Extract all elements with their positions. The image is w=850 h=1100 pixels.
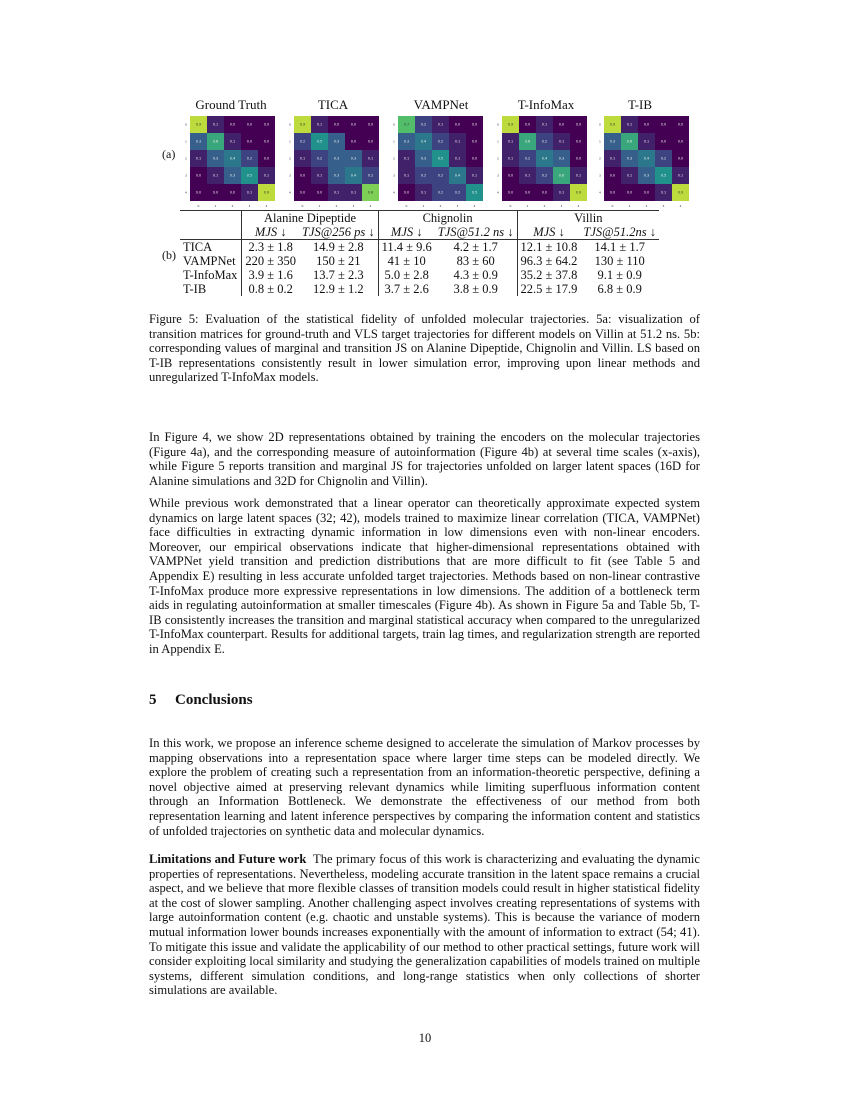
heatmap-title-t-infomax: T-InfoMax (517, 97, 575, 112)
heatmap-tick-label: 4 (577, 204, 580, 208)
metric-header: MJS ↓ (517, 225, 580, 240)
heatmap-cell-label: 0.0 (263, 156, 270, 161)
table-cell: 3.7 ± 2.6 (384, 282, 429, 296)
heatmap-tick-label: 2 (289, 156, 291, 161)
heatmap-cell-label: 0.0 (246, 122, 253, 127)
heatmap-tick-label: 2 (185, 156, 187, 161)
heatmap-tick-label: 4 (393, 190, 395, 195)
heatmap-cell-label: 0.0 (403, 190, 410, 195)
heatmap-cell-label: 0.0 (643, 190, 650, 195)
heatmap-tick-label: 2 (231, 204, 234, 208)
table-cell: 2.3 ± 1.8 (248, 240, 293, 254)
row-label: T-IB (180, 282, 242, 296)
heatmap-cell-label: 0.1 (229, 139, 236, 144)
heatmap-title-tica: TICA (317, 97, 349, 112)
heatmap-cell-label: 0.0 (263, 139, 270, 144)
heatmap-cell-label: 0.0 (558, 122, 565, 127)
heatmap-cell-label: 0.9 (195, 122, 202, 127)
heatmap-cell-label: 0.4 (229, 156, 236, 161)
table-row (180, 254, 659, 268)
heatmap-cell-label: 0.9 (299, 122, 306, 127)
heatmap-cell-label: 0.2 (437, 190, 444, 195)
heatmap-cell-label: 0.1 (507, 139, 514, 144)
table-cell: 14.1 ± 1.7 (594, 240, 646, 254)
heatmap-cell-label: 0.1 (454, 156, 461, 161)
heatmap-cell-label: 0.2 (660, 156, 667, 161)
heatmap-tick-label: 3 (185, 173, 187, 178)
heatmap-cell-label: 0.0 (643, 122, 650, 127)
section-heading (149, 692, 253, 709)
heatmap-tick-label: 4 (679, 204, 682, 208)
heatmap-tick-label: 4 (265, 204, 268, 208)
table-cell: 35.2 ± 37.8 (520, 268, 578, 282)
heatmap-tick-label: 0 (599, 122, 601, 127)
heatmap-cell-label: 0.6 (212, 139, 219, 144)
heatmap-cell-label: 0.0 (299, 190, 306, 195)
heatmap-tick-label: 3 (497, 173, 499, 178)
table-cell: 11.4 ± 9.6 (381, 240, 432, 254)
paragraph-limitations (149, 852, 700, 998)
heatmap-tick-label: 2 (497, 156, 499, 161)
heatmap-cell-label: 0.3 (420, 156, 427, 161)
table-cell: 220 ± 350 (245, 254, 297, 268)
heatmap-cell-label: 0.1 (316, 122, 323, 127)
heatmap-tick-label: 2 (439, 204, 442, 208)
heatmap-cell-label: 0.3 (229, 173, 236, 178)
heatmap-tick-label: 2 (543, 204, 546, 208)
heatmap-cell-label: 0.0 (575, 122, 582, 127)
group-villin: Villin (517, 211, 659, 226)
heatmap-cell-label: 0.3 (403, 139, 410, 144)
heatmap-cell-label: 0.1 (403, 173, 410, 178)
heatmap-tica (288, 115, 381, 208)
heatmap-tick-label: 4 (599, 190, 601, 195)
heatmap-tick-label: 1 (289, 139, 291, 144)
results-table (180, 210, 659, 296)
heatmap-cell-label: 0.1 (558, 190, 565, 195)
table-cell: 6.8 ± 0.9 (597, 282, 642, 296)
table-cell: 130 ± 110 (594, 254, 645, 268)
heatmap-tick-label: 1 (628, 204, 631, 208)
heatmap-cell-label: 0.1 (403, 156, 410, 161)
heatmap-cell-label: 0.2 (541, 173, 548, 178)
heatmap-tick-label: 3 (456, 204, 459, 208)
heatmap-cell-label: 0.9 (609, 122, 616, 127)
heatmap-cell-label: 0.0 (660, 139, 667, 144)
heatmap-cell-label: 0.3 (333, 156, 340, 161)
heatmap-cell-label: 0.0 (229, 122, 236, 127)
heatmap-title-t-ib: T-IB (627, 97, 653, 112)
heatmap-cell-label: 0.1 (524, 173, 531, 178)
heatmap-cell-label: 0.0 (677, 122, 684, 127)
heatmap-tick-label: 4 (369, 204, 372, 208)
heatmap-tick-label: 3 (352, 204, 355, 208)
heatmap-tick-label: 2 (645, 204, 648, 208)
heatmap-cell-label: 0.0 (350, 139, 357, 144)
heatmap-cell-label: 0.1 (558, 139, 565, 144)
heatmap-tick-label: 0 (509, 204, 512, 208)
table-cell: 0.8 ± 0.2 (248, 282, 293, 296)
heatmap-cell-label: 0.5 (246, 173, 253, 178)
heatmap-tick-label: 2 (393, 156, 395, 161)
heatmap-cell-label: 0.1 (299, 156, 306, 161)
heatmap-cell-label: 0.1 (626, 122, 633, 127)
heatmap-cell-label: 0.2 (420, 173, 427, 178)
heatmap-cell-label: 0.0 (367, 139, 374, 144)
table-cell: 4.3 ± 0.9 (435, 268, 517, 282)
table-cell: 22.5 ± 17.9 (520, 282, 578, 296)
table-corner (180, 211, 242, 226)
heatmap-cell-label: 0.1 (609, 156, 616, 161)
heatmap-t-infomax (496, 115, 589, 208)
heatmap-tick-label: 0 (197, 204, 200, 208)
heatmap-tick-label: 3 (248, 204, 251, 208)
heatmap-cell-label: 0.0 (229, 190, 236, 195)
heatmap-cell-label: 0.9 (507, 122, 514, 127)
heatmap-cell-label: 0.7 (403, 122, 410, 127)
heatmap-cell-label: 0.2 (246, 156, 253, 161)
paragraph-discussion: While previous work demonstrated that a linear operator can theoretically approximate expected system dynamics on large latent spaces (32; 42), models trained to maximize linear correlation (TICA, VAMPNet) face difficulties in extracting dynamic information in low dimensions even with non-linear encoders. Moreover, our empirical observations indicate that higher-dimensional representations obtained with VAMPNet yield transition and prediction distributions that are more difficult to fit (see Table 5 and Appendix E) resulting in less accurate unfolded target trajectories. Methods based on non-linear contrastive T-InfoMax produce more expressive representations in low dimensions. The addition of a bottleneck term aids in regulating autoinformation at smaller timescales (Figure 4b). As shown in Figure 5a and Table 5b, T-IB consistently increases the transition and marginal statistical accuracy when compared to the unregularized T-InfoMax counterpart. Results for additional targets, train lag times, and regularization strength are reported in Appendix E. (149, 496, 700, 656)
heatmap-cell-label: 0.9 (575, 190, 582, 195)
metric-header: MJS ↓ (242, 225, 299, 240)
heatmap-tick-label: 1 (185, 139, 187, 144)
table-cell: 5.0 ± 2.8 (384, 268, 429, 282)
heatmap-tick-label: 1 (393, 139, 395, 144)
heatmap-cell-label: 0.0 (454, 122, 461, 127)
heatmap-cell-label: 0.9 (263, 190, 270, 195)
panel-a-label: (a) (162, 147, 176, 161)
table-cell: 14.9 ± 2.8 (299, 240, 378, 255)
heatmap-cell-label: 0.2 (299, 139, 306, 144)
heatmap-tick-label: 0 (289, 122, 291, 127)
table-row (180, 282, 659, 296)
heatmap-cell-label: 0.0 (609, 173, 616, 178)
row-label: VAMPNet (180, 254, 242, 268)
heatmap-cell-label: 0.1 (420, 190, 427, 195)
heatmap-cell-label: 0.0 (333, 122, 340, 127)
table-cell: 96.3 ± 64.2 (520, 254, 578, 268)
heatmap-cell-label: 0.3 (643, 173, 650, 178)
heatmap-cell-label: 0.0 (316, 190, 323, 195)
heatmap-cell-label: 0.4 (541, 156, 548, 161)
heatmap-cell-label: 0.4 (643, 156, 650, 161)
table-cell: 3.9 ± 1.6 (248, 268, 293, 282)
heatmap-cell-label: 0.2 (524, 156, 531, 161)
section-number: 5 (149, 692, 157, 708)
heatmap-cell-label: 0.0 (471, 122, 478, 127)
heatmap-tick-label: 3 (662, 204, 665, 208)
paragraph-results: In Figure 4, we show 2D representations obtained by training the encoders on the molecular trajectories (Figure 4a), and the corresponding measure of autoinformation (Figure 4b) at several time scales (x-axis), while Figure 5 reports transition and marginal JS for trajectories unfolded on larger latent spaces (16D for Alanine simulations and 32D for Chignolin and Villin). (149, 430, 700, 488)
heatmap-tick-label: 3 (289, 173, 291, 178)
heatmap-cell-label: 0.3 (333, 139, 340, 144)
heatmap-tick-label: 0 (301, 204, 304, 208)
heatmap-tick-label: 4 (497, 190, 499, 195)
heatmap-tick-label: 1 (599, 139, 601, 144)
section-title: Conclusions (175, 692, 253, 708)
heatmap-cell-label: 0.1 (507, 156, 514, 161)
heatmap-cell-label: 0.0 (660, 122, 667, 127)
table-row (180, 240, 659, 255)
heatmap-cell-label: 0.8 (367, 190, 374, 195)
table-cell: 4.2 ± 1.7 (435, 240, 517, 255)
heatmap-cell-label: 0.6 (558, 173, 565, 178)
heatmap-cell-label: 0.3 (609, 139, 616, 144)
heatmap-cell-label: 0.1 (471, 173, 478, 178)
row-label: T-InfoMax (180, 268, 242, 282)
heatmap-vampnet (392, 115, 485, 208)
heatmap-cell-label: 0.1 (212, 173, 219, 178)
heatmap-cell-label: 0.0 (541, 190, 548, 195)
heatmap-cell-label: 0.1 (626, 173, 633, 178)
heatmap-ground-truth (184, 115, 277, 208)
heatmap-tick-label: 1 (422, 204, 425, 208)
heatmap-cell-label: 0.0 (609, 190, 616, 195)
row-label: TICA (180, 240, 242, 255)
heatmap-cell-label: 0.1 (263, 173, 270, 178)
panel-b-label: (b) (162, 248, 176, 262)
heatmap-cell-label: 0.1 (660, 190, 667, 195)
heatmap-tick-label: 4 (185, 190, 187, 195)
limitations-text: The primary focus of this work is characterizing and evaluating the dynamic properties of representations. Nevertheless, modeling accurate transition in the latent space remains a crucial aspect, and we believe that more flexible classes of transition models could result in higher statistical fidelity at the cost of slower sampling. Another challenging aspect involves creating representations of systems with large autoinformation content (e.g. chaotic and unstable systems). This is because the variance of modern mutual information lower bounds increases exponentially with the amount of information to extract (54; 41). To mitigate this issue and validate the applicability of our method to other practical settings, future work will consider exploiting local similarity and studying the generalization capabilities of models trained on multiple systems, different simulation conditions, and long-range statistics when only collections of shorter simulations are available. (149, 852, 701, 998)
heatmap-cell-label: 0.1 (677, 173, 684, 178)
heatmap-tick-label: 0 (611, 204, 614, 208)
heatmap-tick-label: 2 (335, 204, 338, 208)
heatmap-cell-label: 0.1 (316, 173, 323, 178)
heatmap-cell-label: 0.1 (350, 190, 357, 195)
heatmap-cell-label: 0.0 (246, 139, 253, 144)
heatmap-cell-label: 0.5 (437, 156, 444, 161)
heatmap-tick-label: 0 (497, 122, 499, 127)
heatmap-cell-label: 0.0 (195, 190, 202, 195)
heatmap-cell-label: 0.1 (246, 190, 253, 195)
heatmap-cell-label: 0.0 (524, 190, 531, 195)
heatmap-cell-label: 0.2 (420, 122, 427, 127)
heatmap-cell-label: 0.3 (558, 156, 565, 161)
heatmap-tick-label: 0 (185, 122, 187, 127)
heatmap-cell-label: 0.1 (195, 156, 202, 161)
heatmap-cell-label: 0.0 (471, 156, 478, 161)
heatmap-cell-label: 0.0 (524, 122, 531, 127)
heatmap-tick-label: 1 (318, 204, 321, 208)
heatmap-cell-label: 0.0 (367, 122, 374, 127)
table-row (180, 268, 659, 282)
heatmap-tick-label: 3 (560, 204, 563, 208)
limitations-heading: Limitations and Future work (149, 852, 307, 866)
heatmap-cell-label: 0.2 (437, 139, 444, 144)
heatmap-tick-label: 2 (599, 156, 601, 161)
heatmap-t-ib (598, 115, 691, 208)
heatmap-cell-label: 0.2 (541, 139, 548, 144)
heatmap-cell-label: 0.3 (350, 156, 357, 161)
heatmap-cell-label: 0.1 (643, 139, 650, 144)
heatmap-tick-label: 4 (289, 190, 291, 195)
heatmap-cell-label: 0.0 (626, 190, 633, 195)
heatmap-cell-label: 0.0 (575, 156, 582, 161)
heatmap-tick-label: 0 (393, 122, 395, 127)
table-cell: 12.9 ± 1.2 (299, 282, 378, 296)
table-cell: 41 ± 10 (387, 254, 426, 268)
heatmap-cell-label: 0.0 (471, 139, 478, 144)
table-cell: 13.7 ± 2.3 (299, 268, 378, 282)
heatmap-cell-label: 0.1 (437, 122, 444, 127)
heatmap-cell-label: 0.1 (575, 173, 582, 178)
heatmap-cell-label: 0.3 (195, 139, 202, 144)
heatmap-tick-label: 3 (393, 173, 395, 178)
heatmap-cell-label: 0.6 (626, 139, 633, 144)
heatmap-cell-label: 0.2 (316, 156, 323, 161)
table-cell: 12.1 ± 10.8 (520, 240, 578, 254)
metric-header: TJS@51.2 ns ↓ (435, 225, 517, 240)
heatmap-cell-label: 0.0 (507, 190, 514, 195)
heatmap-cell-label: 0.9 (677, 190, 684, 195)
heatmap-cell-label: 0.3 (333, 173, 340, 178)
figure-caption: Figure 5: Evaluation of the statistical fidelity of unfolded molecular trajectories. 5a: visualization of transition matrices for ground-truth and VLS target trajectories for different models on Villin at 51.2 ns. 5b: corresponding values of marginal and transition JS on Alanine Dipeptide, Chignolin and Villin. LS based on T-IB representations consistently result in lower simulation error, improving upon linear methods and unregularized T-InfoMax models. (149, 312, 700, 385)
heatmap-cell-label: 0.1 (454, 139, 461, 144)
table-cell: 83 ± 60 (435, 254, 517, 268)
heatmap-cell-label: 0.0 (507, 173, 514, 178)
heatmap-cell-label: 0.5 (316, 139, 323, 144)
heatmap-cell-label: 0.5 (660, 173, 667, 178)
heatmap-cell-label: 0.5 (471, 190, 478, 195)
table-cell: 3.8 ± 0.9 (435, 282, 517, 296)
metric-header: MJS ↓ (378, 225, 435, 240)
heatmap-cell-label: 0.0 (575, 139, 582, 144)
heatmap-title-ground-truth: Ground Truth (195, 97, 267, 112)
heatmap-cell-label: 0.0 (299, 173, 306, 178)
heatmap-cell-label: 0.1 (212, 122, 219, 127)
table-cell: 9.1 ± 0.9 (597, 268, 642, 282)
heatmap-cell-label: 0.1 (367, 156, 374, 161)
heatmap-tick-label: 4 (473, 204, 476, 208)
heatmap-cell-label: 0.4 (454, 173, 461, 178)
heatmap-cell-label: 0.2 (454, 190, 461, 195)
page-number: 10 (418, 1031, 432, 1045)
heatmap-tick-label: 1 (214, 204, 217, 208)
heatmap-cell-label: 0.6 (524, 139, 531, 144)
heatmap-cell-label: 0.0 (195, 173, 202, 178)
heatmap-tick-label: 1 (497, 139, 499, 144)
heatmap-cell-label: 0.0 (677, 139, 684, 144)
heatmap-cell-label: 0.0 (212, 190, 219, 195)
heatmap-tick-label: 1 (526, 204, 529, 208)
table-cell: 150 ± 21 (299, 254, 378, 268)
heatmap-cell-label: 0.3 (626, 156, 633, 161)
heatmap-cell-label: 0.4 (350, 173, 357, 178)
heatmap-cell-label: 0.4 (420, 139, 427, 144)
heatmap-cell-label: 0.0 (677, 156, 684, 161)
heatmap-cell-label: 0.3 (212, 156, 219, 161)
heatmap-tick-label: 3 (599, 173, 601, 178)
group-alanine: Alanine Dipeptide (242, 211, 378, 226)
heatmap-cell-label: 0.1 (541, 122, 548, 127)
heatmap-cell-label: 0.2 (437, 173, 444, 178)
group-chignolin: Chignolin (378, 211, 517, 226)
metric-header: TJS@256 ps ↓ (299, 225, 378, 240)
metric-header: TJS@51.2ns ↓ (580, 225, 659, 240)
paragraph-conclusions: In this work, we propose an inference scheme designed to accelerate the simulation of Markov processes by mapping observations into a representation space where larger time steps can be modeled directly. We explore the problem of creating such a representation from an information-theoretic perspective, defining a novel objective aimed at preserving relevant dynamics while limiting superfluous information content through an Information Bottleneck. We demonstrate the effectiveness of our method from both representation learning and latent inference perspectives by comparing the information content and statistics of unfolded trajectories on synthetic data and molecular dynamics. (149, 736, 700, 838)
heatmap-cell-label: 0.2 (367, 173, 374, 178)
heatmap-cell-label: 0.0 (263, 122, 270, 127)
heatmap-tick-label: 0 (405, 204, 408, 208)
heatmap-cell-label: 0.1 (333, 190, 340, 195)
heatmap-title-vampnet: VAMPNet (413, 97, 469, 112)
heatmap-cell-label: 0.0 (350, 122, 357, 127)
